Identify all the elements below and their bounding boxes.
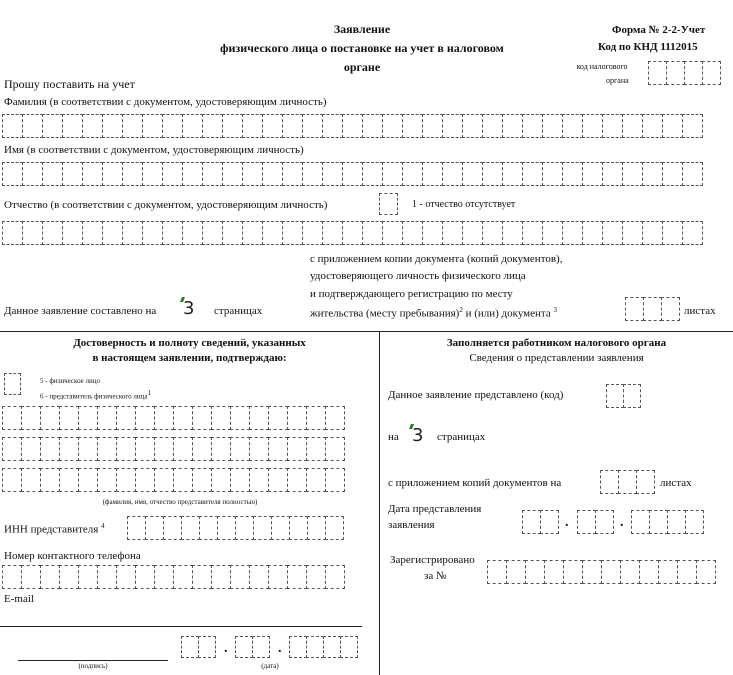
signature-caption: (подпись): [78, 662, 108, 670]
comb-cell[interactable]: [249, 406, 269, 430]
attach-line4-text: жительства (месту пребывания): [310, 307, 460, 320]
attach-line4b-text: и (или) документа: [465, 307, 551, 320]
comb-cell[interactable]: [192, 437, 212, 461]
comb-cell[interactable]: [173, 406, 193, 430]
date-caption: (дата): [261, 662, 279, 670]
comb-cell[interactable]: [211, 406, 231, 430]
comb-cell[interactable]: [154, 437, 174, 461]
comb-cell[interactable]: [325, 437, 345, 461]
comb-cell[interactable]: [302, 162, 323, 186]
inn-label-text: ИНН представителя: [4, 523, 99, 536]
comb-cell[interactable]: [602, 114, 623, 138]
comb-cell[interactable]: [182, 221, 203, 245]
comb-cell[interactable]: [249, 565, 269, 589]
comb-cell[interactable]: [342, 114, 363, 138]
comb-cell[interactable]: [620, 560, 640, 584]
comb-cell[interactable]: [22, 114, 43, 138]
comb-cell[interactable]: [21, 406, 41, 430]
comb-cell[interactable]: [142, 162, 163, 186]
comb-cell[interactable]: [362, 162, 383, 186]
comb-cell[interactable]: [262, 114, 283, 138]
comb-cell[interactable]: [487, 560, 507, 584]
comb-cell[interactable]: [342, 221, 363, 245]
comb-cell[interactable]: [135, 406, 155, 430]
comb-cell[interactable]: [282, 221, 303, 245]
comb-cell[interactable]: [122, 162, 143, 186]
comb-cell[interactable]: [287, 437, 307, 461]
phone-label: Номер контактного телефона: [4, 550, 141, 562]
tax-code-label-1: код налогового: [576, 62, 628, 71]
comb-cell[interactable]: [102, 221, 123, 245]
sheets-word: листах: [684, 305, 716, 317]
name-label: Имя (в соответствии с документом, удостоверяющим личность): [4, 144, 304, 156]
comb-cell[interactable]: [582, 114, 603, 138]
comb-cell[interactable]: [162, 114, 183, 138]
comb-cell[interactable]: [642, 114, 663, 138]
comb-cell[interactable]: [116, 468, 136, 492]
comb-cell[interactable]: [173, 468, 193, 492]
comb-cell[interactable]: [2, 437, 22, 461]
comb-cell[interactable]: [268, 468, 288, 492]
date-separator: .: [278, 641, 282, 656]
comb-cell[interactable]: [639, 560, 659, 584]
no-patronymic-checkbox[interactable]: [379, 193, 397, 215]
comb-cell[interactable]: [211, 437, 231, 461]
comb-cell[interactable]: [307, 516, 326, 540]
comb-cell[interactable]: [181, 516, 200, 540]
signature-line[interactable]: [18, 660, 168, 661]
comb-cell[interactable]: [202, 221, 223, 245]
attach-sup3: 3: [553, 306, 557, 314]
date-label-2: заявления: [388, 519, 435, 531]
comb-cell[interactable]: [562, 162, 583, 186]
left-heading-2: в настоящем заявлении, подтверждаю:: [92, 352, 287, 364]
comb-cell[interactable]: [78, 468, 98, 492]
comb-cell[interactable]: [462, 114, 483, 138]
comb-cell[interactable]: [242, 221, 263, 245]
right-sheets-word: листах: [660, 477, 692, 489]
composed-value[interactable]: 3: [183, 298, 195, 319]
comb-cell[interactable]: [302, 221, 323, 245]
surname-field[interactable]: [2, 114, 702, 138]
comb-cell[interactable]: [482, 221, 503, 245]
comb-cell[interactable]: [97, 565, 117, 589]
comb-cell[interactable]: [342, 162, 363, 186]
section-divider: [0, 331, 733, 332]
title-line2: физического лица о постановке на учет в налоговом: [220, 41, 504, 55]
comb-cell[interactable]: [382, 162, 403, 186]
comb-cell[interactable]: [42, 221, 63, 245]
comb-cell[interactable]: [542, 221, 563, 245]
comb-cell[interactable]: [642, 221, 663, 245]
comb-cell[interactable]: [322, 114, 343, 138]
tax-code-label-2: органа: [606, 76, 629, 85]
comb-cell[interactable]: [78, 565, 98, 589]
opt-6-text: 6 - представитель физического лица: [40, 392, 148, 401]
comb-cell[interactable]: [202, 114, 223, 138]
comb-cell[interactable]: [677, 560, 697, 584]
comb-cell[interactable]: [422, 162, 443, 186]
comb-cell[interactable]: [382, 221, 403, 245]
comb-cell[interactable]: [422, 114, 443, 138]
comb-cell[interactable]: [282, 162, 303, 186]
comb-cell[interactable]: [21, 437, 41, 461]
comb-cell[interactable]: [306, 437, 326, 461]
comb-cell[interactable]: [502, 114, 523, 138]
comb-cell[interactable]: [173, 565, 193, 589]
comb-cell[interactable]: [199, 516, 218, 540]
comb-cell[interactable]: [662, 114, 683, 138]
comb-cell[interactable]: [22, 221, 43, 245]
tax-code-field[interactable]: [648, 61, 720, 85]
comb-cell[interactable]: [82, 162, 103, 186]
comb-cell[interactable]: [62, 162, 83, 186]
date-separator: .: [620, 515, 624, 530]
surname-label: Фамилия (в соответствии с документом, удостоверяющим личность): [4, 96, 327, 108]
comb-cell[interactable]: [662, 221, 683, 245]
comb-cell[interactable]: [271, 516, 290, 540]
title-line3: органе: [343, 60, 381, 74]
comb-cell[interactable]: [97, 468, 117, 492]
comb-cell[interactable]: [287, 565, 307, 589]
comb-cell[interactable]: [122, 114, 143, 138]
name-field[interactable]: [2, 162, 702, 186]
right-attach-label: с приложением копий документов на: [388, 477, 562, 489]
comb-cell[interactable]: [2, 468, 22, 492]
comb-cell[interactable]: [658, 560, 678, 584]
opt-5: 5 - физическое лицо: [40, 377, 101, 385]
comb-cell[interactable]: [253, 516, 272, 540]
comb-cell[interactable]: [21, 468, 41, 492]
comb-cell[interactable]: [442, 162, 463, 186]
comb-cell[interactable]: [242, 114, 263, 138]
comb-cell[interactable]: [402, 162, 423, 186]
attach-line1: с приложением копии документа (копий документов),: [310, 253, 563, 265]
comb-cell[interactable]: [142, 221, 163, 245]
comb-cell[interactable]: [582, 162, 603, 186]
comb-cell[interactable]: [268, 565, 288, 589]
representative-name-line1[interactable]: [2, 406, 344, 430]
comb-cell[interactable]: [162, 221, 183, 245]
left-heading-1: Достоверность и полноту сведений, указанных: [73, 337, 306, 349]
comb-cell[interactable]: [2, 221, 23, 245]
comb-cell[interactable]: [242, 162, 263, 186]
comb-cell[interactable]: [222, 114, 243, 138]
comb-cell[interactable]: [40, 406, 60, 430]
comb-cell[interactable]: [442, 114, 463, 138]
comb-cell[interactable]: [322, 162, 343, 186]
column-divider: [379, 331, 380, 675]
comb-cell[interactable]: [82, 221, 103, 245]
comb-cell[interactable]: [145, 516, 164, 540]
comb-cell[interactable]: [135, 437, 155, 461]
comb-cell[interactable]: [40, 468, 60, 492]
comb-cell[interactable]: [173, 437, 193, 461]
comb-cell[interactable]: [2, 565, 22, 589]
comb-cell[interactable]: [282, 114, 303, 138]
comb-cell[interactable]: [135, 468, 155, 492]
composed-label: Данное заявление составлено на: [4, 305, 157, 317]
comb-cell[interactable]: [59, 468, 79, 492]
comb-cell[interactable]: [78, 437, 98, 461]
rep-caption: (фамилия, имя, отчество представителя полностью): [102, 498, 258, 506]
comb-cell[interactable]: [162, 162, 183, 186]
comb-cell[interactable]: [249, 437, 269, 461]
submit-date-month[interactable]: [577, 510, 613, 534]
comb-cell[interactable]: [154, 565, 174, 589]
comb-cell[interactable]: [306, 468, 326, 492]
representative-name-line2[interactable]: [2, 437, 344, 461]
comb-cell[interactable]: [268, 437, 288, 461]
comb-cell[interactable]: [522, 114, 543, 138]
comb-cell[interactable]: [622, 114, 643, 138]
attach-sup2: 2: [459, 306, 463, 314]
comb-cell[interactable]: [502, 221, 523, 245]
comb-cell[interactable]: [442, 221, 463, 245]
comb-cell[interactable]: [163, 516, 182, 540]
comb-cell[interactable]: [154, 468, 174, 492]
comb-cell[interactable]: [362, 221, 383, 245]
submitted-code-field[interactable]: [606, 384, 640, 408]
comb-cell[interactable]: [202, 162, 223, 186]
comb-cell[interactable]: [230, 565, 250, 589]
comb-cell[interactable]: [522, 221, 543, 245]
sign-date-year[interactable]: [289, 636, 357, 658]
knd-code: Код по КНД 1112015: [598, 41, 698, 53]
comb-cell[interactable]: [542, 162, 563, 186]
comb-cell[interactable]: [506, 560, 526, 584]
comb-cell[interactable]: [382, 114, 403, 138]
comb-cell[interactable]: [97, 406, 117, 430]
inn-sup: 4: [101, 522, 105, 530]
representative-name-line3[interactable]: [2, 468, 344, 492]
comb-cell[interactable]: [78, 406, 98, 430]
comb-cell[interactable]: [62, 221, 83, 245]
comb-cell[interactable]: [102, 114, 123, 138]
comb-cell[interactable]: [40, 437, 60, 461]
comb-cell[interactable]: [21, 565, 41, 589]
submitted-label: Данное заявление представлено (код): [388, 389, 564, 401]
comb-cell[interactable]: [482, 114, 503, 138]
opt-6-sup: 1: [147, 389, 151, 397]
comb-cell[interactable]: [544, 560, 564, 584]
comb-cell[interactable]: [211, 468, 231, 492]
submit-date-day[interactable]: [522, 510, 558, 534]
comb-cell[interactable]: [82, 114, 103, 138]
comb-cell[interactable]: [142, 114, 163, 138]
attach-line4: [310, 306, 557, 320]
comb-cell[interactable]: [289, 516, 308, 540]
submit-date-year[interactable]: [631, 510, 703, 534]
right-sheets-field[interactable]: [600, 470, 654, 494]
comb-cell[interactable]: [601, 560, 621, 584]
phone-field[interactable]: [2, 565, 344, 589]
opt-6: [40, 389, 151, 400]
right-heading-2: Сведения о представлении заявления: [469, 352, 644, 364]
comb-cell[interactable]: [2, 162, 23, 186]
comb-cell[interactable]: [622, 221, 643, 245]
form-number: Форма № 2-2-Учет: [612, 24, 706, 36]
comb-cell[interactable]: [542, 114, 563, 138]
inn-field[interactable]: [127, 516, 343, 540]
comb-cell[interactable]: [59, 565, 79, 589]
right-heading-1: Заполняется работником налогового органа: [446, 337, 667, 349]
comb-cell[interactable]: [62, 114, 83, 138]
comb-cell[interactable]: [482, 162, 503, 186]
comb-cell[interactable]: [502, 162, 523, 186]
comb-cell[interactable]: [325, 468, 345, 492]
comb-cell[interactable]: [102, 162, 123, 186]
comb-cell[interactable]: [222, 162, 243, 186]
comb-cell[interactable]: [302, 114, 323, 138]
comb-cell[interactable]: [682, 221, 703, 245]
comb-cell[interactable]: [97, 437, 117, 461]
comb-cell[interactable]: [222, 221, 243, 245]
comb-cell[interactable]: [522, 162, 543, 186]
comb-cell[interactable]: [362, 114, 383, 138]
comb-cell[interactable]: [116, 406, 136, 430]
email-underline[interactable]: [0, 626, 362, 627]
registration-number-field[interactable]: [487, 560, 715, 584]
comb-cell[interactable]: [642, 162, 663, 186]
comb-cell[interactable]: [287, 406, 307, 430]
comb-cell[interactable]: [325, 565, 345, 589]
composed-pages-word: страницах: [214, 305, 263, 317]
comb-cell[interactable]: [562, 114, 583, 138]
comb-cell[interactable]: [211, 565, 231, 589]
comb-cell[interactable]: [622, 162, 643, 186]
comb-cell[interactable]: [2, 406, 22, 430]
comb-cell[interactable]: [325, 516, 344, 540]
comb-cell[interactable]: [582, 560, 602, 584]
comb-cell[interactable]: [154, 406, 174, 430]
comb-cell[interactable]: [262, 162, 283, 186]
comb-cell[interactable]: [662, 162, 683, 186]
sign-date-day[interactable]: [181, 636, 215, 658]
comb-cell[interactable]: [682, 162, 703, 186]
comb-cell[interactable]: [230, 437, 250, 461]
title-line1: Заявление: [333, 22, 391, 36]
sheets-field[interactable]: [625, 297, 679, 321]
comb-cell[interactable]: [582, 221, 603, 245]
comb-cell[interactable]: [322, 221, 343, 245]
comb-cell[interactable]: [122, 221, 143, 245]
comb-cell[interactable]: [462, 162, 483, 186]
attach-line3: и подтверждающего регистрацию по месту: [310, 288, 513, 300]
comb-cell[interactable]: [192, 565, 212, 589]
comb-cell[interactable]: [287, 468, 307, 492]
comb-cell[interactable]: [682, 114, 703, 138]
comb-cell[interactable]: [563, 560, 583, 584]
comb-cell[interactable]: [59, 406, 79, 430]
comb-cell[interactable]: [192, 406, 212, 430]
comb-cell[interactable]: [116, 437, 136, 461]
comb-cell[interactable]: [217, 516, 236, 540]
comb-cell[interactable]: [268, 406, 288, 430]
patronymic-label: Отчество (в соответствии с документом, удостоверяющим личность): [4, 199, 328, 211]
comb-cell[interactable]: [42, 162, 63, 186]
comb-cell[interactable]: [135, 565, 155, 589]
registered-label-2: за №: [424, 570, 447, 582]
comb-cell[interactable]: [306, 565, 326, 589]
comb-cell[interactable]: [306, 406, 326, 430]
comb-cell[interactable]: [127, 516, 146, 540]
date-separator: .: [224, 641, 228, 656]
comb-cell[interactable]: [40, 565, 60, 589]
comb-cell[interactable]: [402, 114, 423, 138]
comb-cell[interactable]: [59, 437, 79, 461]
comb-cell[interactable]: [22, 162, 43, 186]
comb-cell[interactable]: [235, 516, 254, 540]
comb-cell[interactable]: [116, 565, 136, 589]
comb-cell[interactable]: [262, 221, 283, 245]
comb-cell[interactable]: [562, 221, 583, 245]
comb-cell[interactable]: [325, 406, 345, 430]
comb-cell[interactable]: [182, 162, 203, 186]
right-pages-word: страницах: [437, 431, 486, 443]
date-separator: .: [565, 515, 569, 530]
no-patronymic-note: 1 - отчество отсутствует: [412, 199, 516, 210]
comb-cell[interactable]: [182, 114, 203, 138]
date-label-1: Дата представления: [388, 503, 482, 515]
signer-type-field[interactable]: [4, 373, 20, 395]
comb-cell[interactable]: [2, 114, 23, 138]
comb-cell[interactable]: [249, 468, 269, 492]
comb-cell[interactable]: [230, 406, 250, 430]
comb-cell[interactable]: [525, 560, 545, 584]
registered-label-1: Зарегистрировано: [390, 554, 475, 566]
patronymic-field[interactable]: [2, 221, 702, 245]
comb-cell[interactable]: [402, 221, 423, 245]
comb-cell[interactable]: [602, 162, 623, 186]
comb-cell[interactable]: [192, 468, 212, 492]
comb-cell[interactable]: [422, 221, 443, 245]
right-on-word: на: [388, 431, 399, 443]
request-lead: Прошу поставить на учет: [4, 77, 135, 91]
right-pages-value[interactable]: 3: [412, 425, 424, 446]
email-label: E-mail: [4, 593, 34, 605]
comb-cell[interactable]: [230, 468, 250, 492]
sign-date-month[interactable]: [235, 636, 269, 658]
comb-cell[interactable]: [462, 221, 483, 245]
comb-cell[interactable]: [602, 221, 623, 245]
comb-cell[interactable]: [696, 560, 716, 584]
inn-label: [4, 522, 105, 536]
attach-line2: удостоверяющего личность физического лица: [310, 270, 526, 282]
comb-cell[interactable]: [42, 114, 63, 138]
